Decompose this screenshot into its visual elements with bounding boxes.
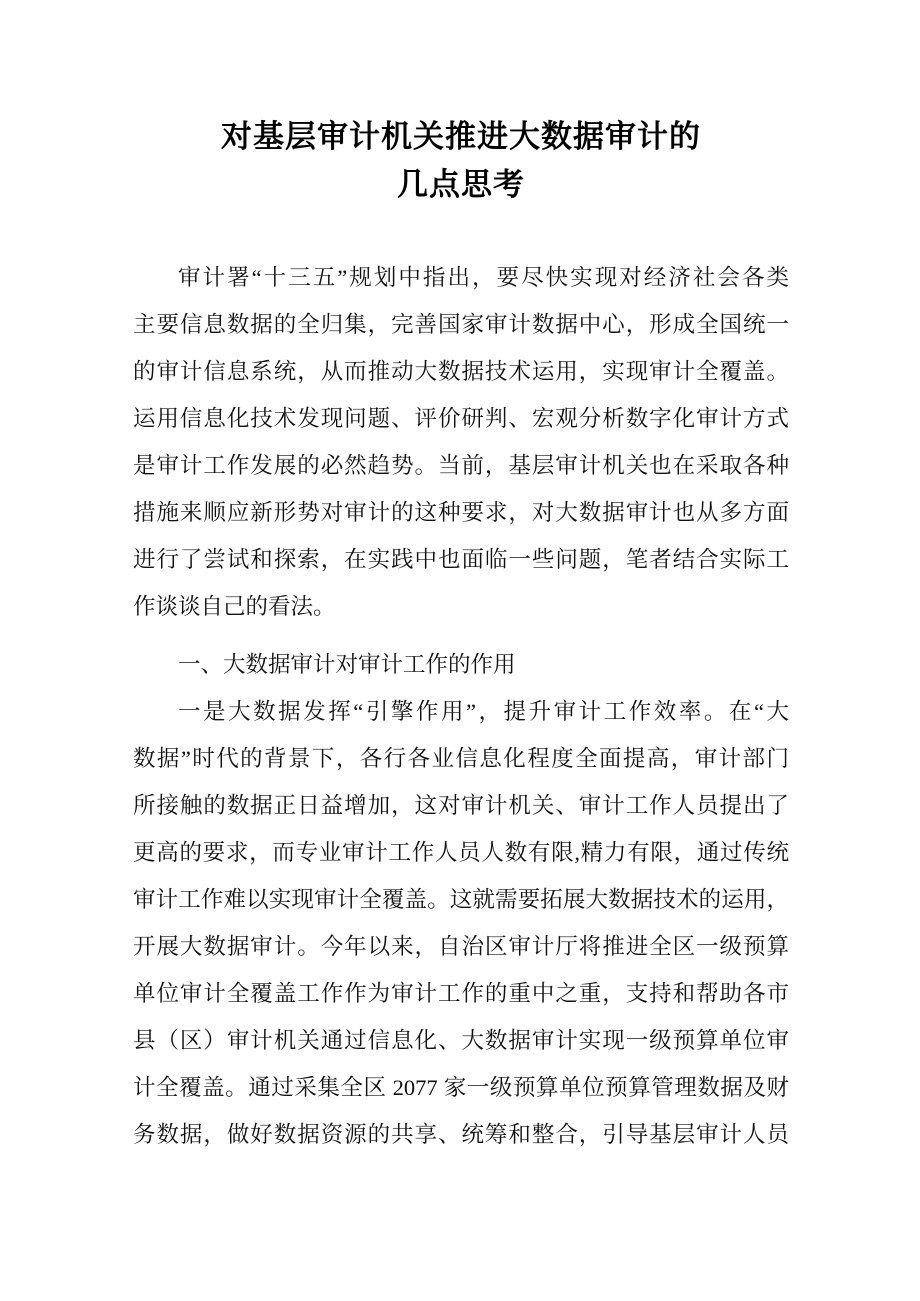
paragraph-2-line: 一是大数据发挥“引擎作用”，提升审计工作效率。在“大 (178, 699, 789, 724)
document-title-line-1: 对基层审计机关推进大数据审计的 (221, 119, 701, 154)
paragraph-1-line: 运用信息化技术发现问题、评价研判、宏观分析数字化审计方式 (133, 406, 789, 431)
paragraph-2-line: 单位审计全覆盖工作作为审计工作的重中之重，支持和帮助各市 (133, 981, 789, 1006)
paragraph-2-line: 数据”时代的背景下，各行各业信息化程度全面提高，审计部门 (133, 746, 789, 771)
document-title-line-2: 几点思考 (397, 167, 525, 202)
paragraph-1-line: 的审计信息系统，从而推动大数据技术运用，实现审计全覆盖。 (133, 359, 789, 384)
paragraph-2-line: 计全覆盖。通过采集全区 2077 家一级预算单位预算管理数据及财 (133, 1075, 789, 1100)
paragraph-1-line: 措施来顺应新形势对审计的这种要求，对大数据审计也从多方面 (133, 500, 789, 525)
paragraph-2-line: 务数据，做好数据资源的共享、统筹和整合，引导基层审计人员 (133, 1122, 789, 1147)
paragraph-2-line: 开展大数据审计。今年以来，自治区审计厅将推进全区一级预算 (133, 934, 789, 959)
paragraph-2-line: 更高的要求，而专业审计工作人员人数有限,精力有限，通过传统 (133, 840, 789, 865)
paragraph-1-line: 作谈谈自己的看法。 (133, 594, 336, 619)
paragraph-1-line: 主要信息数据的全归集，完善国家审计数据中心，形成全国统一 (133, 312, 789, 337)
paragraph-1-line: 进行了尝试和探索，在实践中也面临一些问题，笔者结合实际工 (133, 547, 789, 572)
paragraph-2-line: 县（区）审计机关通过信息化、大数据审计实现一级预算单位审 (133, 1028, 789, 1053)
document-body (133, 254, 789, 1158)
section-1-heading: 一、大数据审计对审计工作的作用 (178, 652, 516, 677)
paragraph-1-line: 是审计工作发展的必然趋势。当前，基层审计机关也在采取各种 (133, 453, 789, 478)
paragraph-2-line: 审计工作难以实现审计全覆盖。这就需要拓展大数据技术的运用， (133, 887, 789, 912)
paragraph-2-line: 所接触的数据正日益增加，这对审计机关、审计工作人员提出了 (133, 793, 789, 818)
document-content (133, 0, 789, 1158)
document-title (133, 113, 789, 209)
paragraph-1-line: 审计署“十三五”规划中指出，要尽快实现对经济社会各类 (178, 265, 789, 290)
